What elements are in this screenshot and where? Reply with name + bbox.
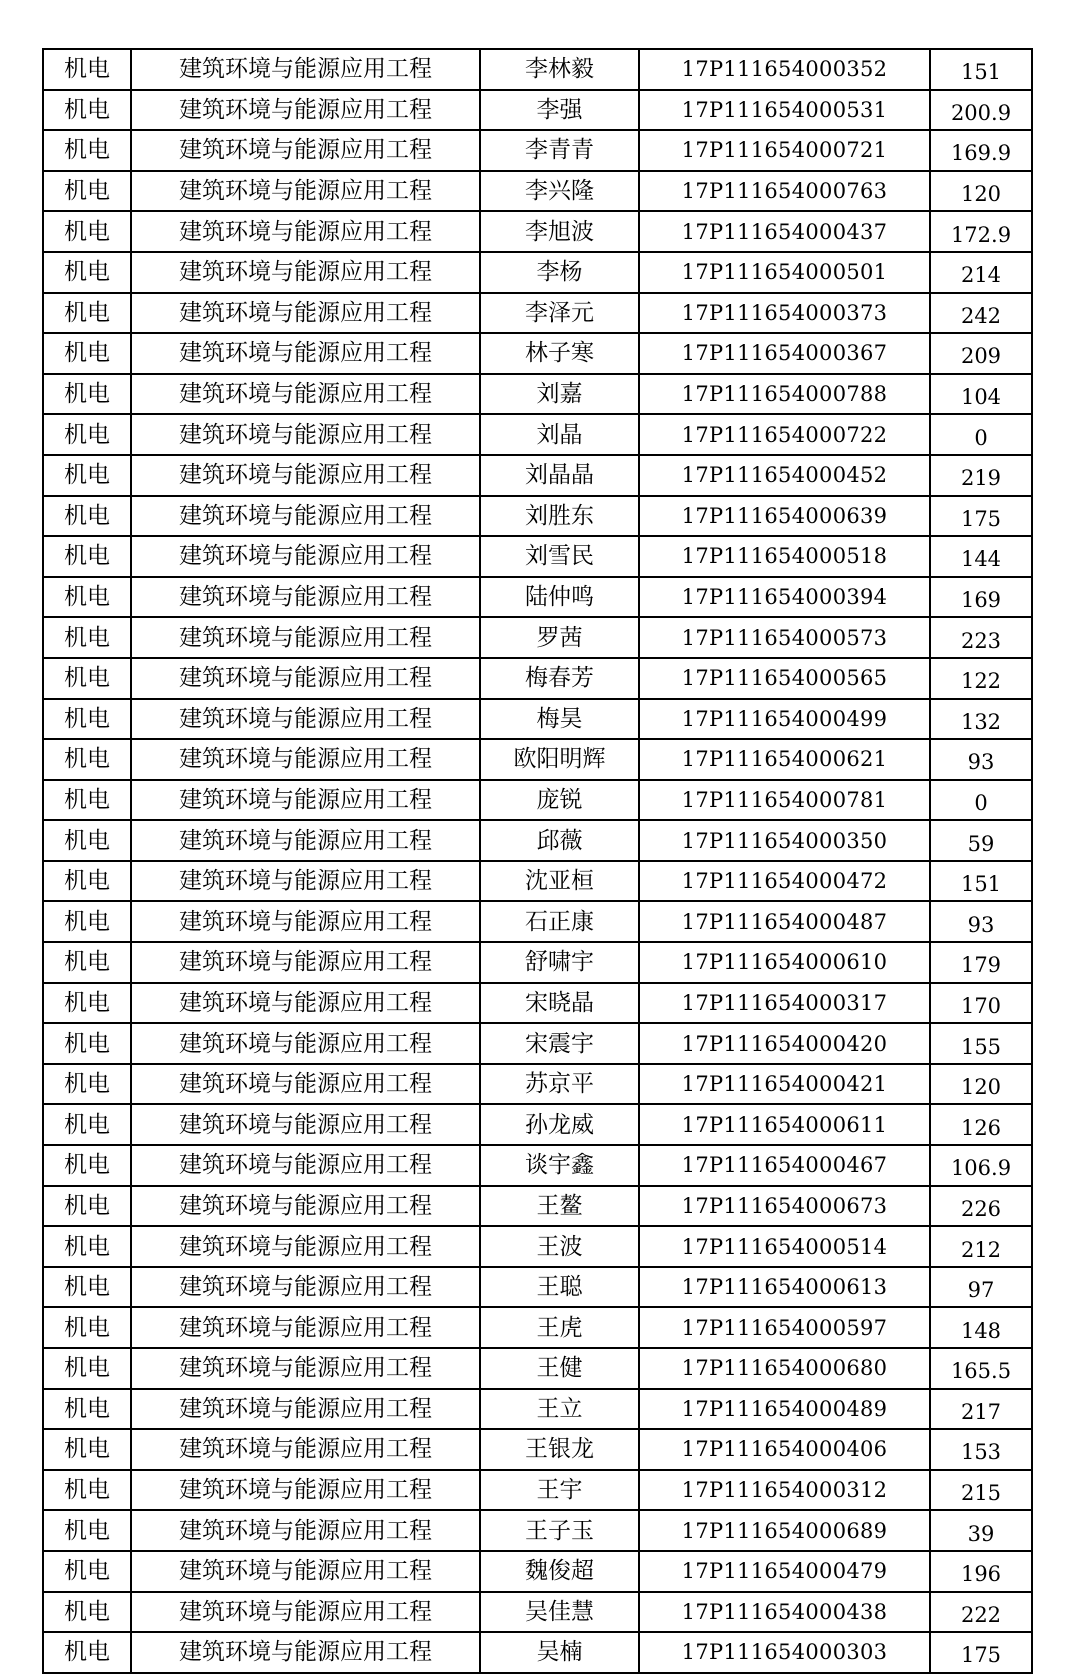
table-row (43, 1470, 1032, 1511)
student-name-cell: 刘胜东 (480, 496, 639, 537)
student-name-cell: 刘雪民 (480, 536, 639, 577)
table-row (43, 536, 1032, 577)
major-cell: 建筑环境与能源应用工程 (131, 1551, 480, 1592)
score-cell: 106.9 (930, 1145, 1032, 1186)
table-row (43, 1632, 1032, 1673)
exam-id-cell: 17P111654000597 (639, 1307, 930, 1348)
major-cell: 建筑环境与能源应用工程 (131, 1023, 480, 1064)
student-name-cell: 沈亚桓 (480, 861, 639, 902)
college-cell: 机电 (43, 942, 131, 983)
score-cell: 0 (930, 780, 1032, 821)
table-row (43, 374, 1032, 415)
table-row (43, 983, 1032, 1024)
score-cell: 169.9 (930, 130, 1032, 171)
college-cell: 机电 (43, 1470, 131, 1511)
major-cell: 建筑环境与能源应用工程 (131, 1348, 480, 1389)
student-name-cell: 吴佳慧 (480, 1592, 639, 1633)
score-cell: 93 (930, 739, 1032, 780)
exam-id-cell: 17P111654000352 (639, 49, 930, 90)
major-cell: 建筑环境与能源应用工程 (131, 90, 480, 131)
college-cell: 机电 (43, 536, 131, 577)
exam-id-cell: 17P111654000420 (639, 1023, 930, 1064)
exam-id-cell: 17P111654000639 (639, 496, 930, 537)
college-cell: 机电 (43, 901, 131, 942)
college-cell: 机电 (43, 983, 131, 1024)
score-cell: 242 (930, 293, 1032, 334)
table-row (43, 49, 1032, 90)
exam-id-cell: 17P111654000303 (639, 1632, 930, 1673)
exam-id-cell: 17P111654000467 (639, 1145, 930, 1186)
table-row (43, 739, 1032, 780)
score-cell: 214 (930, 252, 1032, 293)
exam-id-cell: 17P111654000514 (639, 1226, 930, 1267)
score-cell: 175 (930, 496, 1032, 537)
table-row (43, 211, 1032, 252)
major-cell: 建筑环境与能源应用工程 (131, 536, 480, 577)
major-cell: 建筑环境与能源应用工程 (131, 414, 480, 455)
exam-id-cell: 17P111654000788 (639, 374, 930, 415)
exam-id-cell: 17P111654000312 (639, 1470, 930, 1511)
table-row (43, 252, 1032, 293)
college-cell: 机电 (43, 1510, 131, 1551)
major-cell: 建筑环境与能源应用工程 (131, 496, 480, 537)
exam-id-cell: 17P111654000438 (639, 1592, 930, 1633)
college-cell: 机电 (43, 1592, 131, 1633)
student-name-cell: 王虎 (480, 1307, 639, 1348)
major-cell: 建筑环境与能源应用工程 (131, 942, 480, 983)
college-cell: 机电 (43, 699, 131, 740)
exam-id-cell: 17P111654000452 (639, 455, 930, 496)
exam-id-cell: 17P111654000350 (639, 820, 930, 861)
student-name-cell: 李青青 (480, 130, 639, 171)
table-row (43, 617, 1032, 658)
student-name-cell: 刘晶 (480, 414, 639, 455)
score-cell: 200.9 (930, 90, 1032, 131)
major-cell: 建筑环境与能源应用工程 (131, 658, 480, 699)
score-cell: 155 (930, 1023, 1032, 1064)
exam-id-cell: 17P111654000613 (639, 1267, 930, 1308)
table-row (43, 1348, 1032, 1389)
student-name-cell: 李杨 (480, 252, 639, 293)
score-cell: 97 (930, 1267, 1032, 1308)
college-cell: 机电 (43, 1551, 131, 1592)
college-cell: 机电 (43, 374, 131, 415)
score-cell: 151 (930, 49, 1032, 90)
student-name-cell: 宋晓晶 (480, 983, 639, 1024)
table-row (43, 1307, 1032, 1348)
major-cell: 建筑环境与能源应用工程 (131, 983, 480, 1024)
major-cell: 建筑环境与能源应用工程 (131, 1104, 480, 1145)
score-cell: 209 (930, 333, 1032, 374)
major-cell: 建筑环境与能源应用工程 (131, 699, 480, 740)
college-cell: 机电 (43, 739, 131, 780)
college-cell: 机电 (43, 1267, 131, 1308)
college-cell: 机电 (43, 414, 131, 455)
student-name-cell: 石正康 (480, 901, 639, 942)
college-cell: 机电 (43, 658, 131, 699)
exam-id-cell: 17P111654000394 (639, 577, 930, 618)
exam-id-cell: 17P111654000317 (639, 983, 930, 1024)
score-cell: 179 (930, 942, 1032, 983)
score-cell: 93 (930, 901, 1032, 942)
major-cell: 建筑环境与能源应用工程 (131, 577, 480, 618)
college-cell: 机电 (43, 293, 131, 334)
score-table (42, 48, 1033, 1674)
table-row (43, 171, 1032, 212)
score-cell: 120 (930, 1064, 1032, 1105)
major-cell: 建筑环境与能源应用工程 (131, 1307, 480, 1348)
exam-id-cell: 17P111654000781 (639, 780, 930, 821)
score-cell: 0 (930, 414, 1032, 455)
major-cell: 建筑环境与能源应用工程 (131, 1267, 480, 1308)
major-cell: 建筑环境与能源应用工程 (131, 1186, 480, 1227)
table-row (43, 780, 1032, 821)
score-cell: 175 (930, 1632, 1032, 1673)
student-name-cell: 李强 (480, 90, 639, 131)
exam-id-cell: 17P111654000680 (639, 1348, 930, 1389)
exam-id-cell: 17P111654000421 (639, 1064, 930, 1105)
major-cell: 建筑环境与能源应用工程 (131, 1145, 480, 1186)
score-cell: 219 (930, 455, 1032, 496)
score-cell: 126 (930, 1104, 1032, 1145)
college-cell: 机电 (43, 1186, 131, 1227)
score-cell: 222 (930, 1592, 1032, 1633)
table-row (43, 861, 1032, 902)
college-cell: 机电 (43, 861, 131, 902)
major-cell: 建筑环境与能源应用工程 (131, 617, 480, 658)
score-cell: 165.5 (930, 1348, 1032, 1389)
student-name-cell: 罗茜 (480, 617, 639, 658)
major-cell: 建筑环境与能源应用工程 (131, 1064, 480, 1105)
table-row (43, 658, 1032, 699)
table-row (43, 1023, 1032, 1064)
college-cell: 机电 (43, 820, 131, 861)
exam-id-cell: 17P111654000565 (639, 658, 930, 699)
score-cell: 223 (930, 617, 1032, 658)
table-row (43, 333, 1032, 374)
major-cell: 建筑环境与能源应用工程 (131, 252, 480, 293)
major-cell: 建筑环境与能源应用工程 (131, 1470, 480, 1511)
score-cell: 196 (930, 1551, 1032, 1592)
table-row (43, 820, 1032, 861)
exam-id-cell: 17P111654000531 (639, 90, 930, 131)
exam-id-cell: 17P111654000472 (639, 861, 930, 902)
major-cell: 建筑环境与能源应用工程 (131, 455, 480, 496)
student-name-cell: 王聪 (480, 1267, 639, 1308)
college-cell: 机电 (43, 1632, 131, 1673)
exam-id-cell: 17P111654000621 (639, 739, 930, 780)
college-cell: 机电 (43, 90, 131, 131)
college-cell: 机电 (43, 496, 131, 537)
score-cell: 59 (930, 820, 1032, 861)
student-name-cell: 魏俊超 (480, 1551, 639, 1592)
college-cell: 机电 (43, 617, 131, 658)
table-row (43, 1267, 1032, 1308)
score-cell: 217 (930, 1389, 1032, 1430)
table-row (43, 1429, 1032, 1470)
score-cell: 132 (930, 699, 1032, 740)
student-name-cell: 王立 (480, 1389, 639, 1430)
college-cell: 机电 (43, 1145, 131, 1186)
table-row (43, 455, 1032, 496)
score-cell: 169 (930, 577, 1032, 618)
student-name-cell: 谈宇鑫 (480, 1145, 639, 1186)
college-cell: 机电 (43, 1389, 131, 1430)
table-row (43, 293, 1032, 334)
major-cell: 建筑环境与能源应用工程 (131, 374, 480, 415)
student-name-cell: 林子寒 (480, 333, 639, 374)
exam-id-cell: 17P111654000373 (639, 293, 930, 334)
major-cell: 建筑环境与能源应用工程 (131, 1429, 480, 1470)
table-row (43, 1551, 1032, 1592)
student-name-cell: 陆仲鸣 (480, 577, 639, 618)
table-row (43, 699, 1032, 740)
major-cell: 建筑环境与能源应用工程 (131, 739, 480, 780)
major-cell: 建筑环境与能源应用工程 (131, 1632, 480, 1673)
student-name-cell: 王宇 (480, 1470, 639, 1511)
exam-id-cell: 17P111654000367 (639, 333, 930, 374)
student-name-cell: 王波 (480, 1226, 639, 1267)
exam-id-cell: 17P111654000573 (639, 617, 930, 658)
major-cell: 建筑环境与能源应用工程 (131, 1510, 480, 1551)
exam-id-cell: 17P111654000437 (639, 211, 930, 252)
table-row (43, 577, 1032, 618)
student-name-cell: 庞锐 (480, 780, 639, 821)
score-cell: 104 (930, 374, 1032, 415)
student-name-cell: 王鳌 (480, 1186, 639, 1227)
exam-id-cell: 17P111654000721 (639, 130, 930, 171)
exam-id-cell: 17P111654000501 (639, 252, 930, 293)
student-name-cell: 梅春芳 (480, 658, 639, 699)
student-name-cell: 邱薇 (480, 820, 639, 861)
student-name-cell: 李泽元 (480, 293, 639, 334)
table-row (43, 90, 1032, 131)
score-cell: 153 (930, 1429, 1032, 1470)
student-name-cell: 欧阳明辉 (480, 739, 639, 780)
score-cell: 122 (930, 658, 1032, 699)
student-name-cell: 王健 (480, 1348, 639, 1389)
exam-id-cell: 17P111654000487 (639, 901, 930, 942)
student-name-cell: 舒啸宇 (480, 942, 639, 983)
score-cell: 148 (930, 1307, 1032, 1348)
major-cell: 建筑环境与能源应用工程 (131, 211, 480, 252)
major-cell: 建筑环境与能源应用工程 (131, 49, 480, 90)
table-row (43, 1104, 1032, 1145)
score-cell: 212 (930, 1226, 1032, 1267)
score-cell: 226 (930, 1186, 1032, 1227)
major-cell: 建筑环境与能源应用工程 (131, 820, 480, 861)
table-row (43, 1510, 1032, 1551)
college-cell: 机电 (43, 252, 131, 293)
score-table-body (43, 49, 1032, 1673)
exam-id-cell: 17P111654000406 (639, 1429, 930, 1470)
college-cell: 机电 (43, 211, 131, 252)
score-cell: 151 (930, 861, 1032, 902)
student-name-cell: 刘嘉 (480, 374, 639, 415)
student-name-cell: 李林毅 (480, 49, 639, 90)
table-row (43, 901, 1032, 942)
major-cell: 建筑环境与能源应用工程 (131, 1226, 480, 1267)
college-cell: 机电 (43, 1307, 131, 1348)
student-name-cell: 李兴隆 (480, 171, 639, 212)
score-cell: 172.9 (930, 211, 1032, 252)
college-cell: 机电 (43, 130, 131, 171)
exam-id-cell: 17P111654000610 (639, 942, 930, 983)
student-name-cell: 梅昊 (480, 699, 639, 740)
exam-id-cell: 17P111654000763 (639, 171, 930, 212)
exam-id-cell: 17P111654000722 (639, 414, 930, 455)
major-cell: 建筑环境与能源应用工程 (131, 901, 480, 942)
major-cell: 建筑环境与能源应用工程 (131, 293, 480, 334)
table-row (43, 1145, 1032, 1186)
college-cell: 机电 (43, 455, 131, 496)
major-cell: 建筑环境与能源应用工程 (131, 861, 480, 902)
student-name-cell: 苏京平 (480, 1064, 639, 1105)
table-row (43, 1186, 1032, 1227)
table-row (43, 942, 1032, 983)
major-cell: 建筑环境与能源应用工程 (131, 780, 480, 821)
major-cell: 建筑环境与能源应用工程 (131, 333, 480, 374)
exam-id-cell: 17P111654000673 (639, 1186, 930, 1227)
score-cell: 144 (930, 536, 1032, 577)
score-cell: 170 (930, 983, 1032, 1024)
student-name-cell: 王子玉 (480, 1510, 639, 1551)
student-name-cell: 王银龙 (480, 1429, 639, 1470)
student-name-cell: 吴楠 (480, 1632, 639, 1673)
exam-id-cell: 17P111654000689 (639, 1510, 930, 1551)
college-cell: 机电 (43, 1348, 131, 1389)
exam-id-cell: 17P111654000518 (639, 536, 930, 577)
college-cell: 机电 (43, 577, 131, 618)
exam-id-cell: 17P111654000611 (639, 1104, 930, 1145)
table-row (43, 1064, 1032, 1105)
exam-id-cell: 17P111654000499 (639, 699, 930, 740)
major-cell: 建筑环境与能源应用工程 (131, 1389, 480, 1430)
college-cell: 机电 (43, 333, 131, 374)
table-row (43, 496, 1032, 537)
college-cell: 机电 (43, 49, 131, 90)
table-row (43, 1226, 1032, 1267)
college-cell: 机电 (43, 171, 131, 212)
college-cell: 机电 (43, 1104, 131, 1145)
college-cell: 机电 (43, 1023, 131, 1064)
student-name-cell: 孙龙威 (480, 1104, 639, 1145)
major-cell: 建筑环境与能源应用工程 (131, 1592, 480, 1633)
table-row (43, 1592, 1032, 1633)
score-cell: 39 (930, 1510, 1032, 1551)
table-row (43, 130, 1032, 171)
student-name-cell: 刘晶晶 (480, 455, 639, 496)
table-row (43, 414, 1032, 455)
table-row (43, 1389, 1032, 1430)
college-cell: 机电 (43, 1064, 131, 1105)
score-cell: 120 (930, 171, 1032, 212)
student-name-cell: 李旭波 (480, 211, 639, 252)
college-cell: 机电 (43, 1429, 131, 1470)
exam-id-cell: 17P111654000489 (639, 1389, 930, 1430)
college-cell: 机电 (43, 1226, 131, 1267)
major-cell: 建筑环境与能源应用工程 (131, 171, 480, 212)
major-cell: 建筑环境与能源应用工程 (131, 130, 480, 171)
score-cell: 215 (930, 1470, 1032, 1511)
student-name-cell: 宋震宇 (480, 1023, 639, 1064)
exam-id-cell: 17P111654000479 (639, 1551, 930, 1592)
college-cell: 机电 (43, 780, 131, 821)
